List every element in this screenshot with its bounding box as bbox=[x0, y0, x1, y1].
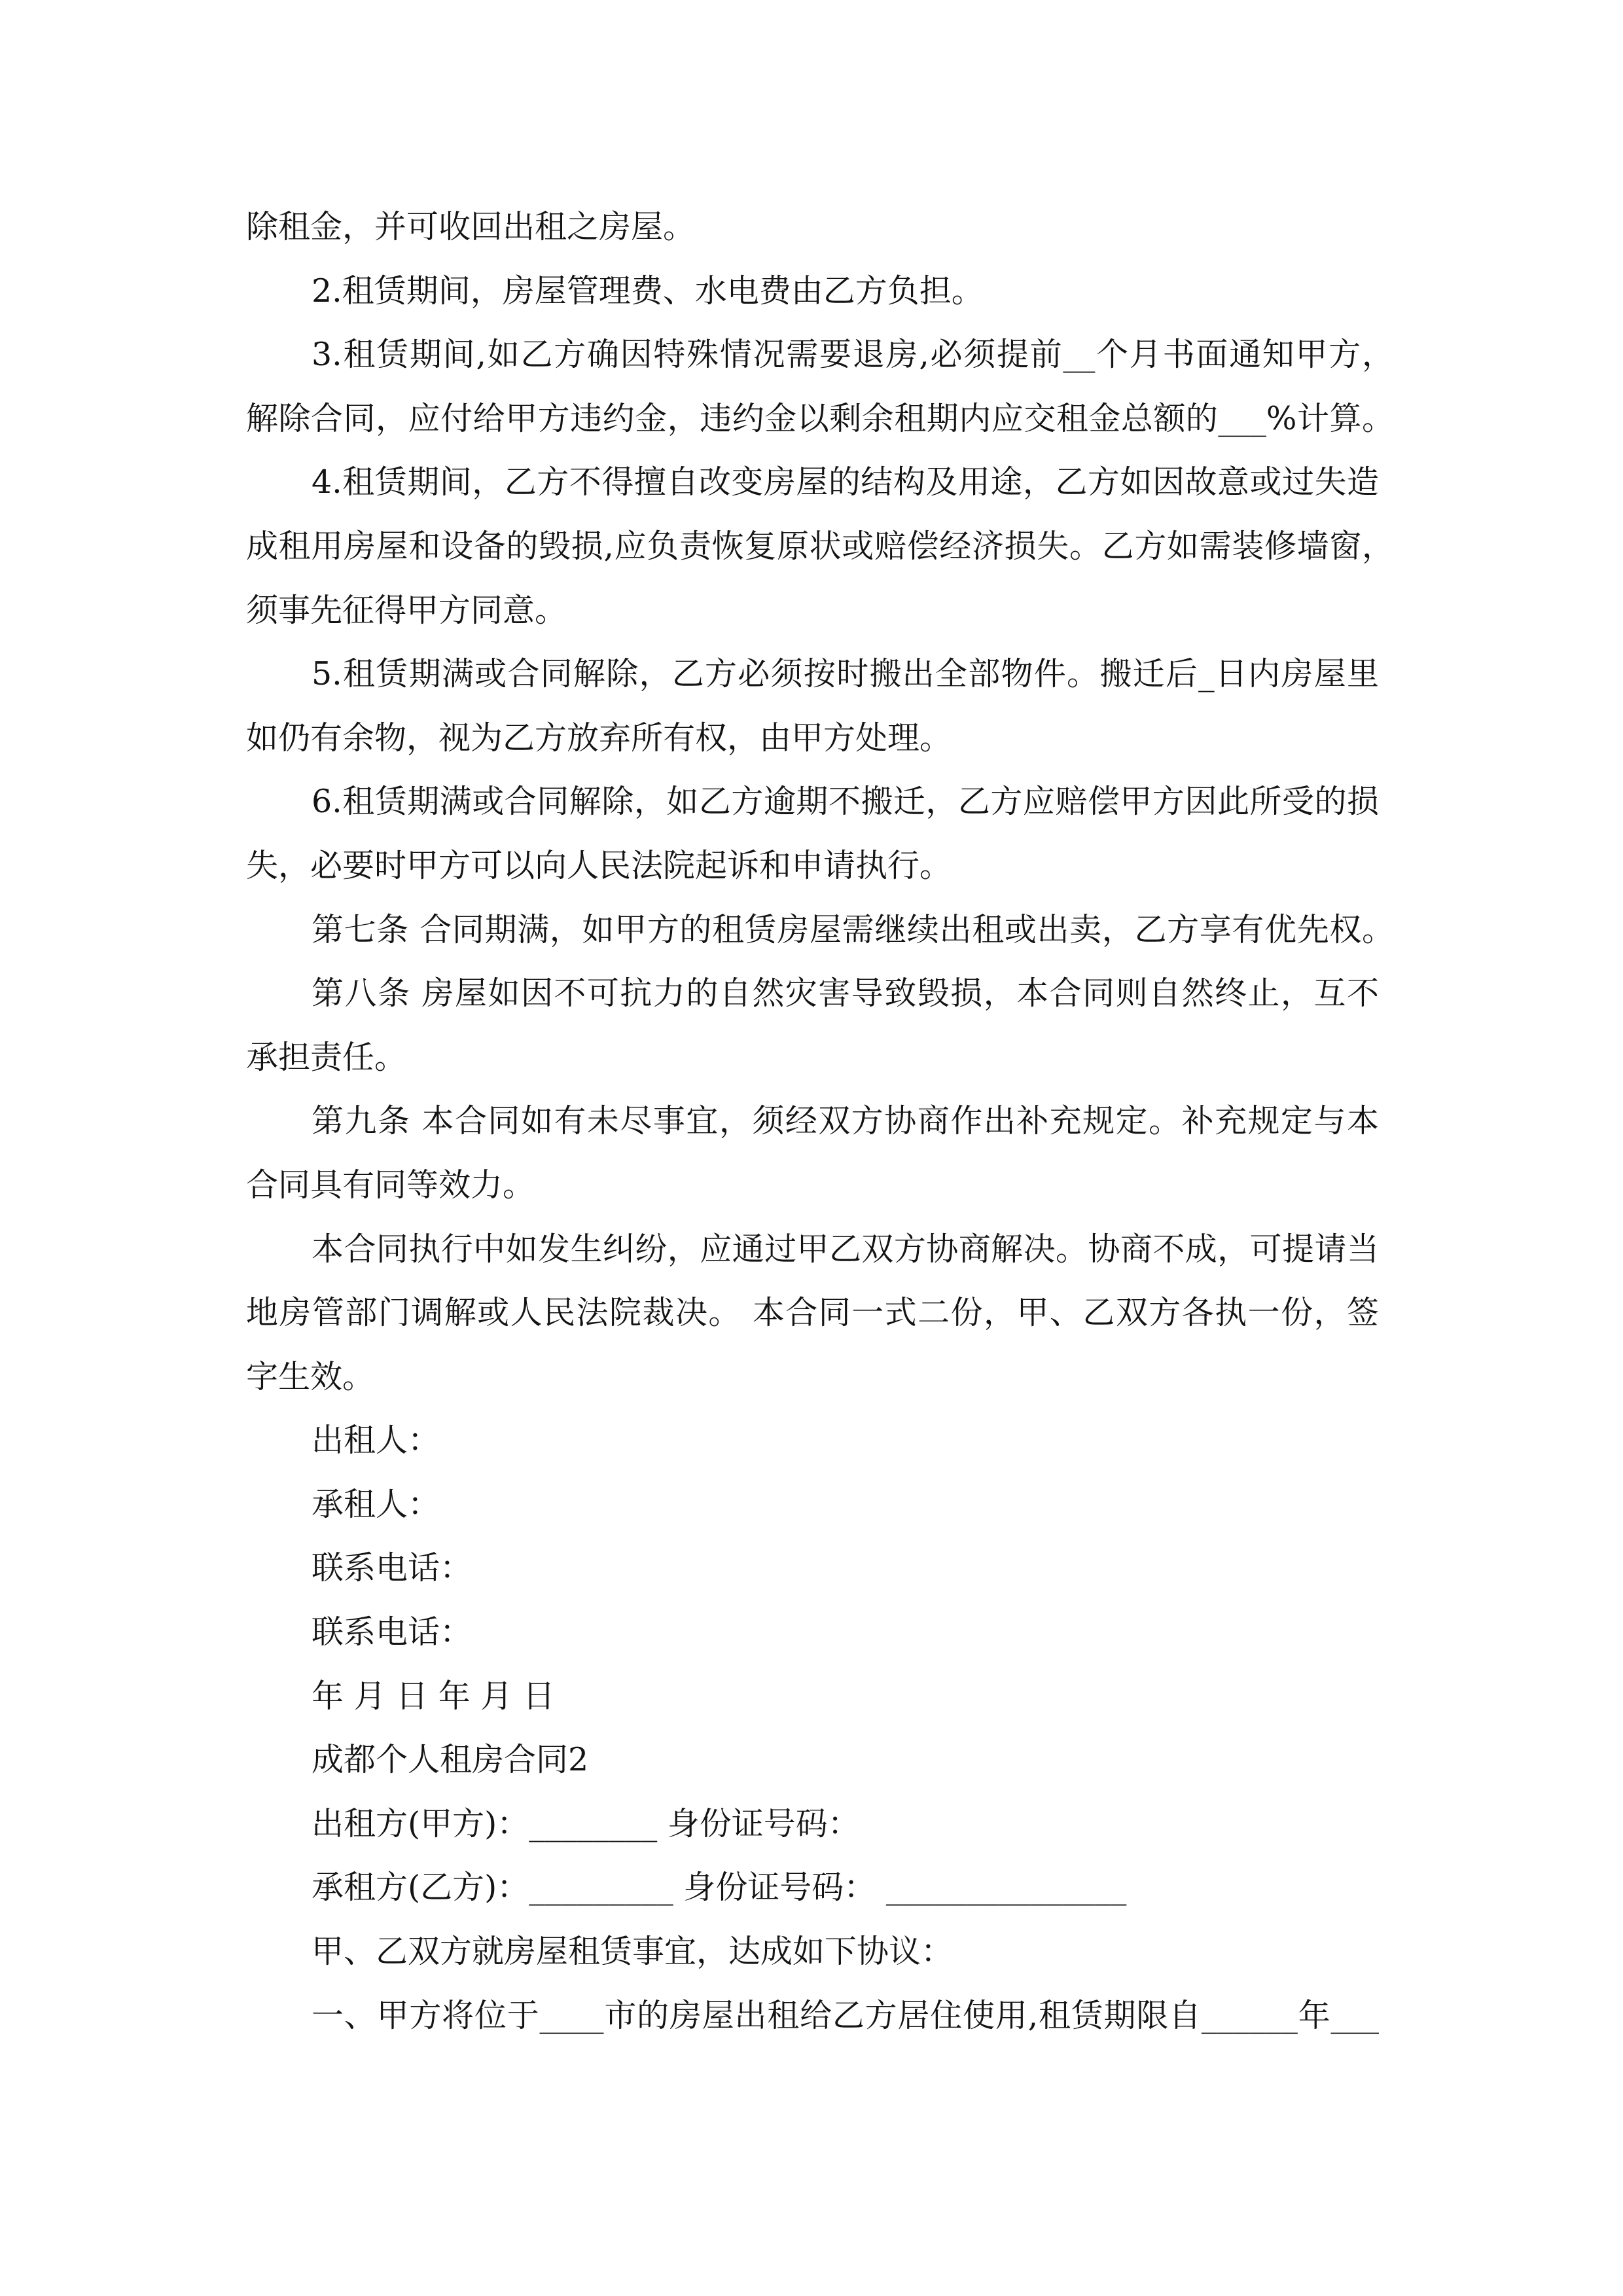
paragraph-continuation bbox=[0, 195, 1623, 259]
text-line: 除租金，并可收回出租之房屋。 bbox=[246, 208, 696, 245]
text-line: 合同具有同等效力。 bbox=[246, 1166, 535, 1204]
text-line: 解除合同，应付给甲方违约金，违约金以剩余租期内应交租金总额的___%计算。 bbox=[246, 399, 1394, 437]
text-line: 成租用房屋和设备的毁损,应负责恢复原状或赔偿经济损失。乙方如需装修墙窗， bbox=[246, 527, 1394, 565]
party-a-line: 出租方(甲方)：________ 身份证号码： bbox=[312, 1804, 860, 1842]
document-body bbox=[0, 195, 1623, 2047]
contract-title: 成都个人租房合同2 bbox=[312, 1741, 589, 1779]
dispute-resolution-paragraph bbox=[0, 1217, 1623, 1409]
text-line: 须事先征得甲方同意。 bbox=[246, 591, 567, 629]
second-contract bbox=[0, 1728, 1623, 2047]
lessor-phone-label: 联系电话： bbox=[312, 1549, 473, 1587]
text-line: 3.租赁期间,如乙方确因特殊情况需要退房,必须提前__个月书面通知甲方， bbox=[312, 336, 1394, 374]
signature-block bbox=[0, 1408, 1623, 1728]
text-line: 如仍有余物，视为乙方放弃所有权，由甲方处理。 bbox=[246, 719, 952, 757]
text-line: 2.租赁期间，房屋管理费、水电费由乙方负担。 bbox=[312, 272, 984, 310]
party-b-line: 承租方(乙方)：_________ 身份证号码： _______________ bbox=[312, 1869, 1127, 1907]
text-line: 4.租赁期间，乙方不得擅自改变房屋的结构及用途，乙方如因故意或过失造 bbox=[312, 463, 1379, 501]
article-7 bbox=[0, 898, 1623, 962]
agreement-intro: 甲、乙双方就房屋租赁事宜，达成如下协议： bbox=[312, 1933, 954, 1971]
signature-dates: 年 月 日 年 月 日 bbox=[312, 1677, 555, 1715]
lessee-phone-label: 联系电话： bbox=[312, 1613, 473, 1651]
clause-item-5 bbox=[0, 642, 1623, 770]
clause-1-line: 一、甲方将位于____市的房屋出租给乙方居住使用,租赁期限自______年___ bbox=[312, 1996, 1379, 2034]
clause-item-6 bbox=[0, 770, 1623, 897]
text-line: 失，必要时甲方可以向人民法院起诉和申请执行。 bbox=[246, 846, 952, 884]
text-line: 第九条 本合同如有未尽事宜，须经双方协商作出补充规定。补充规定与本 bbox=[312, 1102, 1379, 1140]
clause-item-2 bbox=[0, 259, 1623, 323]
clause-item-3 bbox=[0, 323, 1623, 450]
text-line: 5.租赁期满或合同解除，乙方必须按时搬出全部物件。搬迁后_日内房屋里 bbox=[312, 655, 1379, 693]
text-line: 第八条 房屋如因不可抗力的自然灾害导致毁损，本合同则自然终止，互不 bbox=[312, 975, 1379, 1013]
text-line: 承担责任。 bbox=[246, 1038, 407, 1076]
article-8 bbox=[0, 961, 1623, 1089]
article-9 bbox=[0, 1089, 1623, 1217]
lessor-signature-label: 出租人： bbox=[312, 1422, 440, 1460]
text-line: 地房管部门调解或人民法院裁决。 本合同一式二份，甲、乙双方各执一份，签 bbox=[246, 1294, 1379, 1332]
lessee-signature-label: 承租人： bbox=[312, 1485, 440, 1523]
text-line: 6.租赁期满或合同解除，如乙方逾期不搬迁，乙方应赔偿甲方因此所受的损 bbox=[312, 783, 1379, 821]
text-line: 本合同执行中如发生纠纷，应通过甲乙双方协商解决。协商不成，可提请当 bbox=[312, 1230, 1379, 1268]
text-line: 第七条 合同期满，如甲方的租赁房屋需继续出租或出卖，乙方享有优先权。 bbox=[312, 910, 1394, 948]
text-line: 字生效。 bbox=[246, 1357, 375, 1395]
clause-item-4 bbox=[0, 450, 1623, 642]
